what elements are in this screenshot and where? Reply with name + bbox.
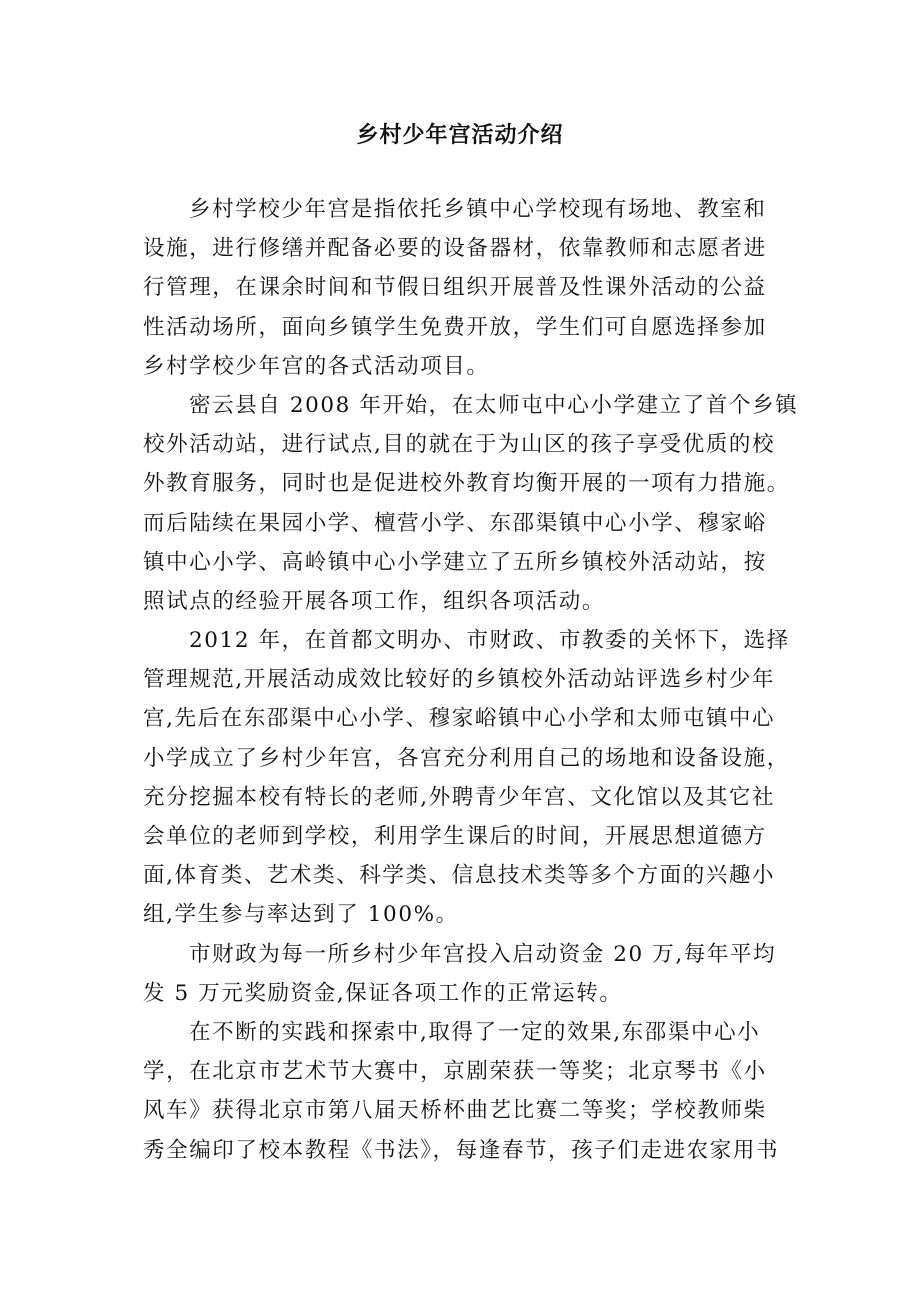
text-line: 密云县自 2008 年开始，在太师屯中心小学建立了首个乡镇 <box>189 392 799 418</box>
text-line: 充分挖掘本校有特长的老师,外聘青少年宫、文化馆以及其它社 <box>143 784 776 810</box>
text-line: 组,学生参与率达到了 100%。 <box>143 902 459 928</box>
paragraph <box>143 386 799 621</box>
text-line: 风车》获得北京市第八届天桥杯曲艺比赛二等奖；学校教师柴 <box>143 1098 767 1124</box>
text-line: 照试点的经验开展各项工作，组织各项活动。 <box>143 588 606 614</box>
text-line: 管理规范,开展活动成效比较好的乡镇校外活动站评选乡村少年 <box>143 667 776 693</box>
paragraph <box>143 935 783 1013</box>
text-line: 在不断的实践和探索中,取得了一定的效果,东邵渠中心小 <box>189 1019 761 1045</box>
document-body <box>143 190 799 1170</box>
text-line: 学，在北京市艺术节大赛中，京剧荣获一等奖；北京琴书《小 <box>143 1059 767 1085</box>
text-line: 而后陆续在果园小学、檀营小学、东邵渠镇中心小学、穆家峪 <box>143 510 767 536</box>
text-line: 会单位的老师到学校，利用学生课后的时间，开展思想道德方 <box>143 824 767 849</box>
text-line: 2012 年，在首都文明办、市财政、市教委的关怀下，选择 <box>189 628 790 654</box>
paragraph <box>143 1013 783 1170</box>
document-title: 乡村少年宫活动介绍 <box>356 122 564 148</box>
text-line: 乡村学校少年宫是指依托乡镇中心学校现有场地、教室和 <box>189 197 767 222</box>
text-line: 校外活动站，进行试点,目的就在于为山区的孩子享受优质的校 <box>143 432 776 458</box>
paragraph <box>143 190 783 386</box>
text-line: 镇中心小学、高岭镇中心小学建立了五所乡镇校外活动站，按 <box>143 549 767 575</box>
text-line: 宫,先后在东邵渠中心小学、穆家峪镇中心小学和太师屯镇中心 <box>143 706 776 732</box>
text-line: 市财政为每一所乡村少年宫投入启动资金 20 万,每年平均 <box>189 941 777 967</box>
text-line: 乡村学校少年宫的各式活动项目。 <box>143 353 490 379</box>
text-line: 面,体育类、艺术类、科学类、信息技术类等多个方面的兴趣小 <box>143 863 776 889</box>
text-line: 小学成立了乡村少年宫，各宫充分利用自己的场地和设备设施， <box>143 745 790 771</box>
paragraph <box>143 621 790 935</box>
text-line: 行管理，在课余时间和节假日组织开展普及性课外活动的公益 <box>143 275 767 301</box>
text-line: 秀全编印了校本教程《书法》，每逢春节，孩子们走进农家用书 <box>143 1137 780 1163</box>
text-line: 设施，进行修缮并配备必要的设备器材，依靠教师和志愿者进 <box>143 236 767 262</box>
text-line: 发 5 万元奖励资金,保证各项工作的正常运转。 <box>143 980 623 1006</box>
text-line: 外教育服务，同时也是促进校外教育均衡开展的一项有力措施。 <box>143 471 790 497</box>
text-line: 性活动场所，面向乡镇学生免费开放，学生们可自愿选择参加 <box>143 314 767 340</box>
